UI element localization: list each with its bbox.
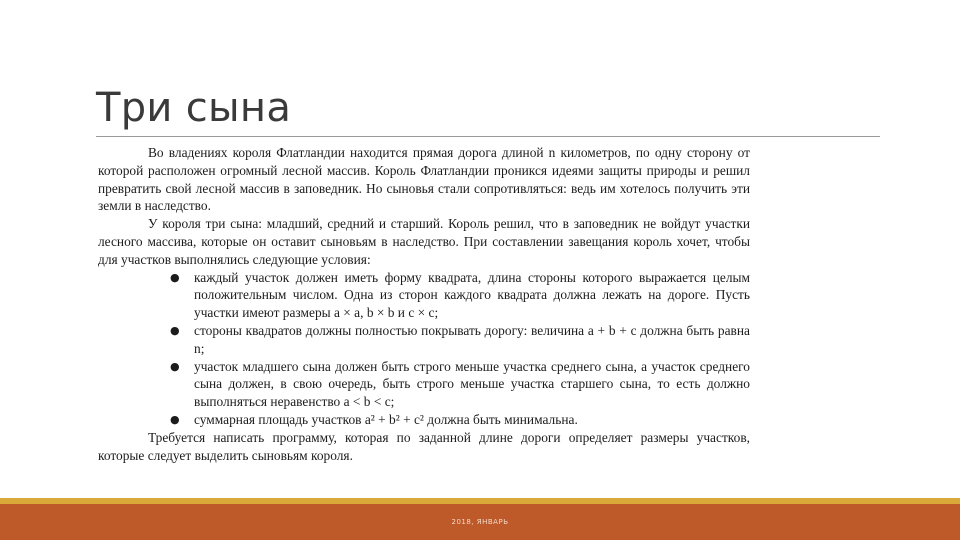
condition-text: суммарная площадь участков a² + b² + c² должна быть минимальна. — [194, 411, 578, 427]
title-divider — [96, 136, 880, 137]
condition-text: каждый участок должен иметь форму квадрата, длина стороны которого выражается целым положительным числом. Одна из сторон каждого квадрата должна лежать на дороге. Пусть участки имеют размеры a × a, b × b и c × c; — [194, 269, 750, 321]
bullet-icon: ● — [170, 412, 180, 426]
bullet-icon: ● — [170, 270, 180, 284]
problem-statement-image — [98, 144, 750, 464]
problem-paragraph-2: У короля три сына: младший, средний и старший. Король решил, что в заповедник не войдут участки лесного массива, которые он оставит сыновьям в наследство. При составлении завещания король хочет, чтобы для участков выполнялись следующие условия: — [98, 216, 750, 267]
condition-item — [98, 269, 750, 322]
condition-text: стороны квадратов должны полностью покрывать дорогу: величина a + b + c должна быть равна n; — [194, 322, 750, 356]
bullet-icon: ● — [170, 323, 180, 337]
condition-item — [98, 411, 750, 429]
condition-item — [98, 358, 750, 411]
problem-paragraph-3: Требуется написать программу, которая по заданной длине дороги определяет размеры участков, которые следует выделить сыновьям короля. — [98, 429, 750, 463]
slide-title: Три сына — [96, 85, 292, 131]
bullet-icon: ● — [170, 359, 180, 373]
footer-date: 2018, ЯНВАРЬ — [451, 518, 509, 526]
problem-paragraph-1: Во владениях короля Флатландии находится прямая дорога длиной n километров, по одну сторону от которой расположен огромный лесной массив. Король Флатландии проникся идеями защиты природы и решил превратить свой лесной массив в заповедник. Но сыновья стали сопротивляться: ведь им хотелось получить эти земли в наследство. — [98, 145, 750, 214]
condition-item — [98, 322, 750, 358]
conditions-list — [98, 269, 750, 429]
condition-text: участок младшего сына должен быть строго меньше участка среднего сына, а участок среднего сына должен, в свою очередь, быть строго меньше участка старшего сына, то есть должно выполняться неравенство a < b < c; — [194, 358, 750, 410]
